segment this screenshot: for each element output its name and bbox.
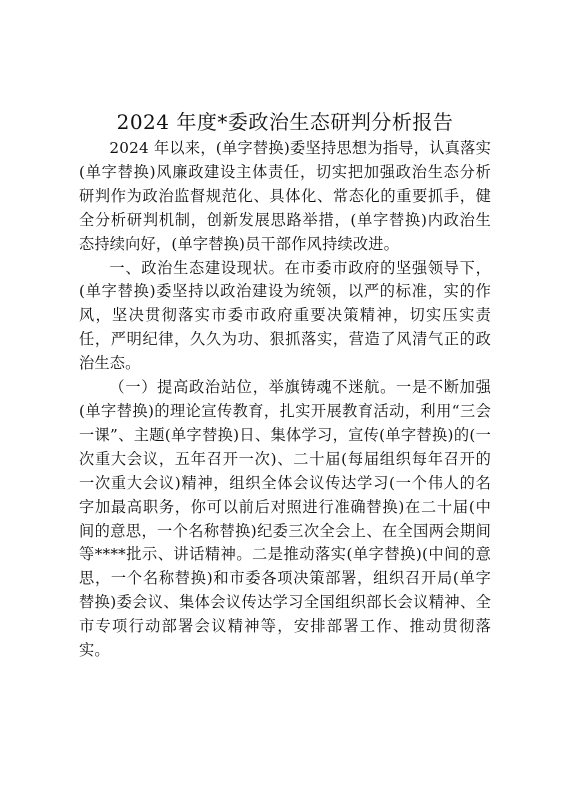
document-body (79, 137, 491, 663)
paragraph-subsection-1: （一）提高政治站位，举旗铸魂不迷航。一是不断加强(单字替换)的理论宣传教育，扎实开展教育活动，利用“三会一课”、主题(单字替换)日、集体学习，宣传(单字替换)的(一次重大会议，五年召开一次)、二十届(每届组织每年召开的一次重大会议)精神，组织全体会议传达学习(一个伟人的名字加最高职务，你可以前后对照进行准确替换)在二十届(中间的意思，一个名称替换)纪委三次全会上、在全国两会期间等****批示、讲话精神。二是推动落实(单字替换)(中间的意思，一个名称替换)和市委各项决策部署，组织召开局(单字替换)委会议、集体会议传达学习全国组织部长会议精神、全市专项行动部署会议精神等，安排部署工作、推动贯彻落实。 (79, 378, 491, 660)
paragraph-intro: 2024 年以来，(单字替换)委坚持思想为指导，认真落实(单字替换)风廉政建设主体责任，切实把加强政治生态分析研判作为政治监督规范化、具体化、常态化的重要抓手，健全分析研判机制，创新发展思路举措，(单字替换)内政治生态持续向好，(单字替换)员干部作风持续改进。 (79, 139, 491, 253)
paragraph-section-1: 一、政治生态建设现状。在市委市政府的坚强领导下，(单字替换)委坚持以政治建设为统领，以严的标准，实的作风，坚决贯彻落实市委市政府重要决策精神，切实压实责任，严明纪律，久久为功、狠抓落实，营造了风清气正的政治生态。 (79, 258, 491, 373)
document-title: 2024 年度*委政治生态研判分析报告 (116, 110, 454, 134)
